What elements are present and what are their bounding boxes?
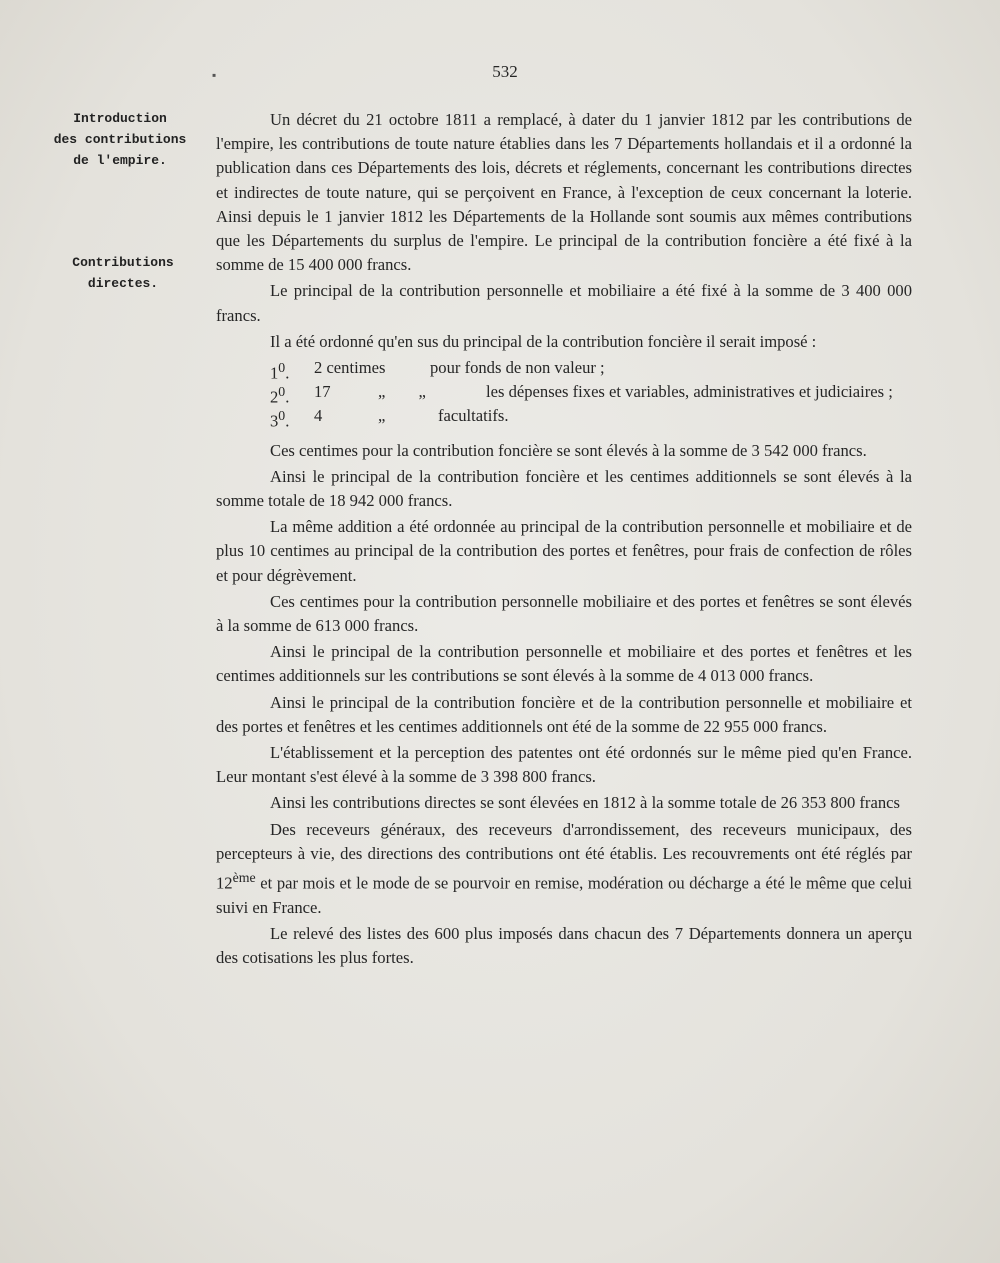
paragraph: Ces centimes pour la contribution personnelle mobiliaire et des portes et fenêtres se sont élevés à la somme de 613 000 francs. [216,591,912,636]
margin-note-line: Introduction [73,111,167,126]
item-number: 3 [270,411,279,431]
margin-note-line: de l'empire. [73,153,167,168]
item-number-sup: 0 [278,384,286,400]
margin-note-line: des contributions [53,132,187,147]
paragraph: Ces centimes pour la contribution foncière se sont élevés à la somme de 3 542 000 francs. [270,440,867,460]
paragraph: La même addition a été ordonnée au principal de la contribution personnelle et mobiliaire et de plus 10 centimes au principal de la contribution des portes et fenêtres, pour frais de confection de rôles et pour dégrèvement. [216,517,912,585]
item-number-sup: 0 [278,360,286,376]
margin-note-line: directes. [87,276,159,291]
list-item: $3^0$. 4 „ facultatifs. [216,404,912,428]
ink-speck: ▪ [212,68,217,82]
paragraph: Le principal de la contribution personnelle et mobiliaire a été fixé à la somme de 3 400 000 francs. [216,281,912,325]
list-item: $2^0$. 17 „ „ les dépenses fixes et variables, administratives et judiciaires ; [216,380,912,404]
paragraph [216,818,912,920]
centimes-list [216,356,912,429]
paragraph: Il a été ordonné qu'en sus du principal de la contribution foncière il serait imposé : [270,331,817,351]
paragraph: Un décret du 21 octobre 1811 a remplacé, à dater du 1 janvier 1812 par les contributions de l'empire, les contributions de toute nature établies dans les 7 Départements hollandais et il a ordonné la publication dans ces Départements des lois, décrets et réglements, concernant les contributions directes et indirectes de toute nature, qui se perçoivent en France, à l'exception de ceux concernant la loterie. Ainsi depuis le 1 janvier 1812 les Départements de la Hollande sont soumis aux mêmes contributions que les Départements du surplus de l'empire. Le principal de la contribution foncière a été fixé à la somme de 15 400 000 francs. [216,110,912,275]
item-text: facultatifs. [438,406,509,426]
paragraph-part: et par mois et le mode de se pourvoir en remise, modération ou décharge a été le même que celui suivi en France. [216,873,912,917]
item-number: 2 [270,387,279,407]
margin-note-introduction [45,108,195,171]
superscript: ème [232,870,256,886]
paragraph: Ainsi le principal de la contribution foncière et de la contribution personnelle et mobiliaire et des portes et fenêtres et les centimes additionnels ont été de la somme de 22 955 000 francs. [216,692,912,736]
body-text [216,108,912,972]
item-number-sup: 0 [278,408,286,424]
item-amount: 17 [314,382,331,402]
item-text: pour fonds de non valeur ; [430,358,605,378]
page-number: 532 [492,62,518,81]
paragraph: Ainsi le principal de la contribution personnelle et mobiliaire et des portes et fenêtres et les centimes additionnels sur les contributions se sont élevés à la somme de 4 013 000 francs. [216,642,912,686]
item-text: les dépenses fixes et variables, administratives et judiciaires ; [486,382,893,402]
paragraph: Le relevé des listes des 600 plus imposés dans chacun des 7 Départements donnera un aperçu des cotisations les plus fortes. [216,923,912,968]
item-ditto: „ [378,406,386,426]
paragraph-part: Des receveurs généraux, des receveurs d'arrondissement, des receveurs municipaux, des percepteurs à vie, des directions des contributions ont été établis. Les recouvrements ont été réglés par 12 [216,819,912,893]
paragraph: Ainsi les contributions directes se sont élevées en 1812 à la somme totale de 26 353 800 francs [270,793,900,813]
item-amount: 4 [314,406,323,426]
paragraph: Ainsi le principal de la contribution foncière et les centimes additionnels se sont élevés à la somme totale de 18 942 000 francs. [216,466,912,510]
paragraph: L'établissement et la perception des patentes ont été ordonnés sur le même pied qu'en France. Leur montant s'est élevé à la somme de 3 398 800 francs. [216,743,912,787]
margin-note-line: Contributions [72,255,174,270]
item-ditto: „ „ [378,382,426,402]
item-number: 1 [270,363,279,383]
item-amount: 2 centimes [314,358,386,378]
list-item: $1^0$. 2 centimes pour fonds de non valeur ; [216,356,912,380]
margin-note-contributions-directes [48,252,198,294]
